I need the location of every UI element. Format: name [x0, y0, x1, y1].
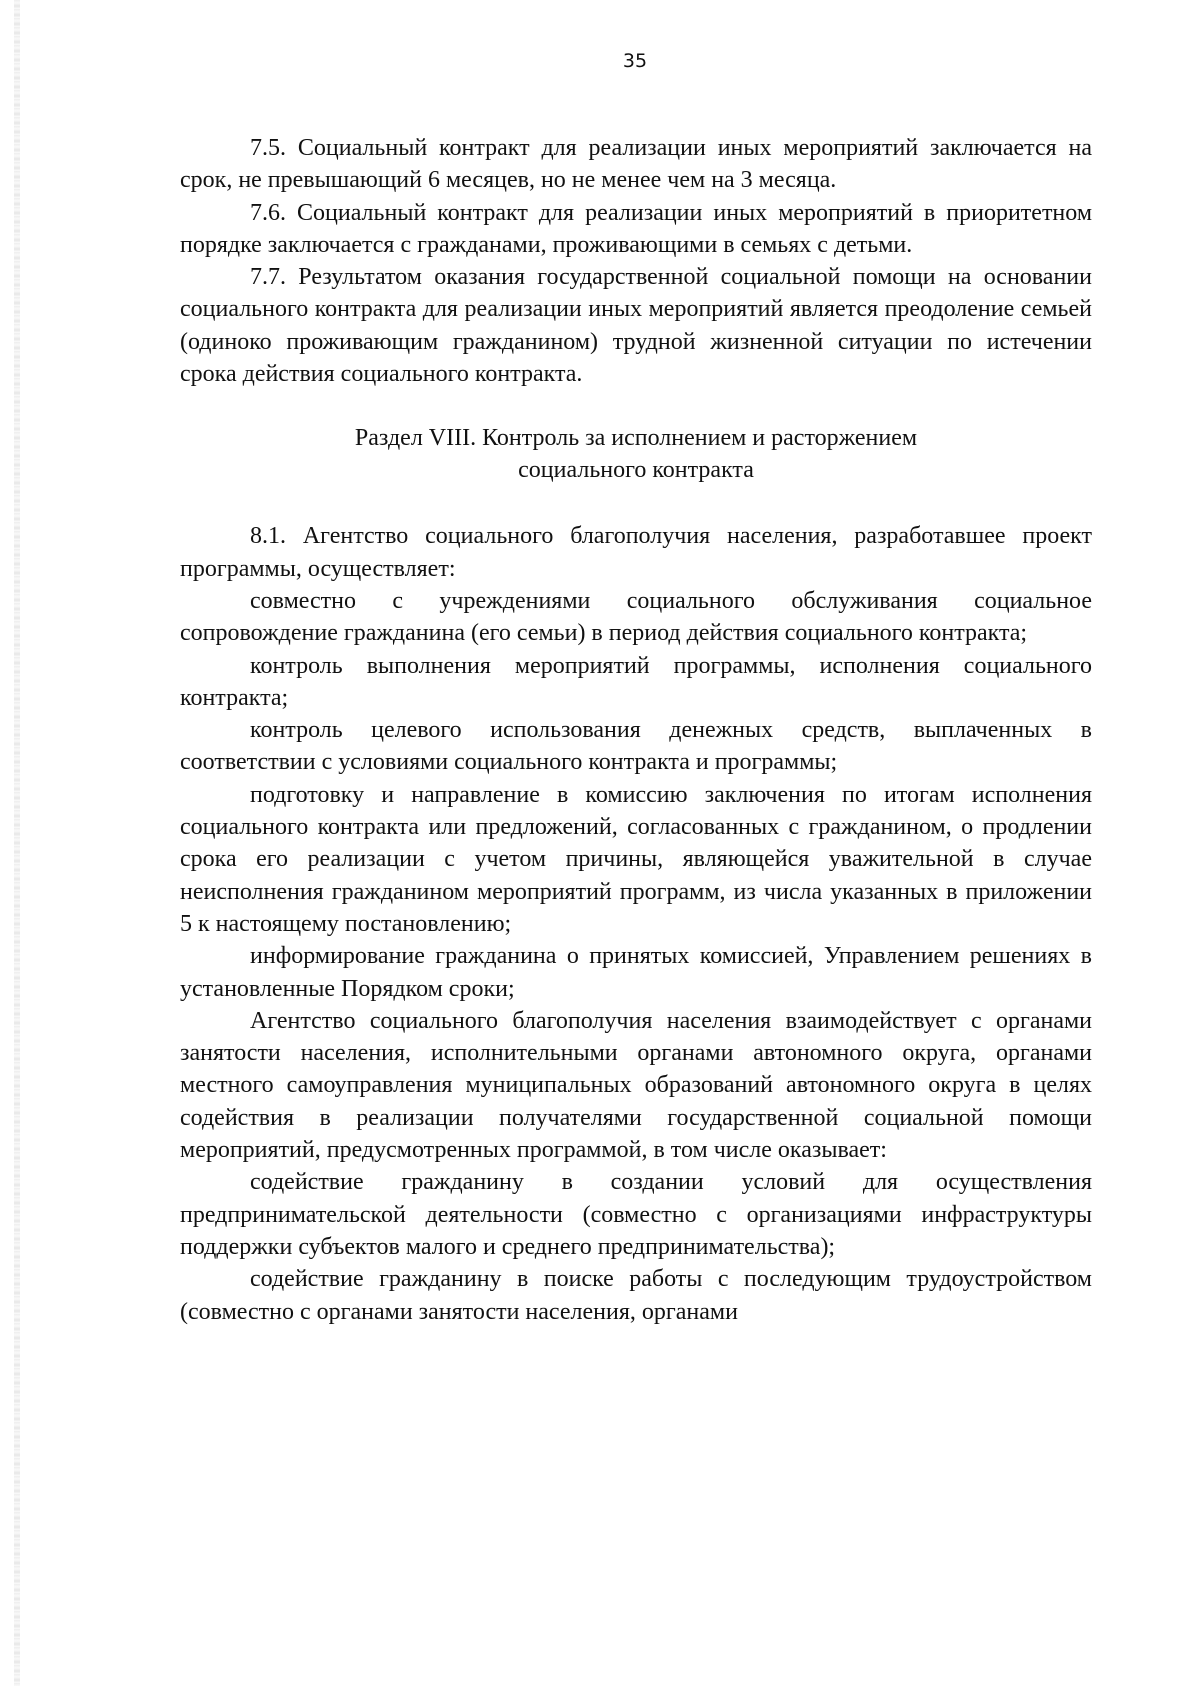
page-number: 35 — [622, 50, 648, 72]
paragraph-7-6: 7.6. Социальный контракт для реализации иных мероприятий в приоритетном порядке заключается с гражданами, проживающими в семьях с детьми. — [180, 199, 1092, 258]
list-item-business-assistance: содействие гражданину в создании условий для осуществления предпринимательской деятельности (совместно с организациями инфраструктуры поддержки субъектов малого и среднего предпринимательства); — [180, 1169, 1092, 1260]
paragraph-7-5: 7.5. Социальный контракт для реализации иных мероприятий заключается на срок, не превышающий 6 месяцев, но не менее чем на 3 месяца. — [180, 135, 1092, 194]
section-heading — [180, 422, 1092, 486]
list-item-commission-report: подготовку и направление в комиссию заключения по итогам исполнения социального контракта или предложений, согласованных с гражданином, о продлении срока его реализации с учетом причины, являющейся уважительной в случае неисполнения гражданином мероприятий программ, из числа указанных в приложении 5 к настоящему постановлению; — [180, 781, 1092, 937]
paragraph-7-7: 7.7. Результатом оказания государственной социальной помощи на основании социального контракта для реализации иных мероприятий является преодоление семьей (одиноко проживающим гражданином) трудной жизненной ситуации по истечении срока действия социального контракта. — [180, 264, 1092, 388]
paragraph-interaction: Агентство социального благополучия населения взаимодействует с органами занятости населения, исполнительными органами автономного округа, органами местного самоуправления муниципальных образований автономного округа в целях содействия в реализации получателями государственной социальной помощи мероприятий, предусмотренных программой, в том числе оказывает: — [180, 1007, 1092, 1164]
list-item-control-funds: контроль целевого использования денежных средств, выплаченных в соответствии с условиями социального контракта и программы; — [180, 717, 1092, 776]
list-item-informing: информирование гражданина о принятых комиссией, Управлением решениях в установленные Порядком сроки; — [180, 943, 1092, 1002]
list-item-job-search: содействие гражданину в поиске работы с последующим трудоустройством (совместно с органами занятости населения, органами — [180, 1266, 1092, 1325]
document-body — [180, 132, 1092, 1328]
section-heading-line-2: социального контракта — [518, 457, 754, 484]
scan-edge-artifact — [14, 0, 20, 1686]
paragraph-8-1: 8.1. Агентство социального благополучия населения, разработавшее проект программы, осуществляет: — [180, 523, 1092, 582]
list-item-social-support: совместно с учреждениями социального обслуживания социальное сопровождение гражданина (его семьи) в период действия социального контракта; — [180, 587, 1092, 647]
section-heading-line-1: Раздел VIII. Контроль за исполнением и расторжением — [354, 425, 918, 452]
list-item-control-execution: контроль выполнения мероприятий программы, исполнения социального контракта; — [180, 652, 1092, 711]
